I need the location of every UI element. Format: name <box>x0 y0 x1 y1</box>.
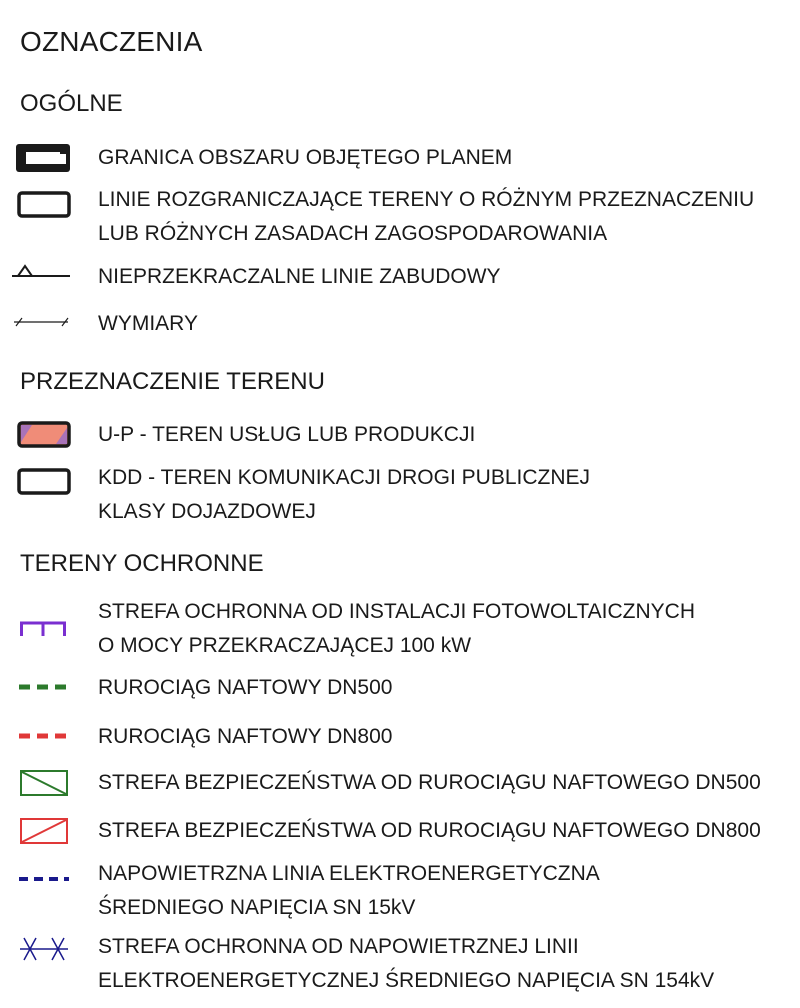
legend-label-pv-1: STREFA OCHRONNA OD INSTALACJI FOTOWOLTAICZNYCH <box>98 600 696 623</box>
legend-label-demarcation-1: LINIE ROZGRANICZAJĄCE TERENY O RÓŻNYM PRZEZNACZENIU <box>98 188 755 211</box>
plan-boundary-icon <box>12 140 74 176</box>
legend-label-power-zone-1: STREFA OCHRONNA OD NAPOWIETRZNEJ LINII <box>98 935 579 958</box>
section-protection: TERENY OCHRONNE <box>20 550 264 577</box>
legend-label-building-line: NIEPRZEKRACZALNE LINIE ZABUDOWY <box>98 265 501 288</box>
legend-label-zone-dn800: STREFA BEZPIECZEŃSTWA OD RUROCIĄGU NAFTOWEGO DN800 <box>98 819 761 842</box>
legend-label-pipe-dn800: RUROCIĄG NAFTOWY DN800 <box>98 725 393 748</box>
legend-label-pipe-dn500: RUROCIĄG NAFTOWY DN500 <box>98 676 393 699</box>
legend-label-pv-2: O MOCY PRZEKRACZAJĄCEJ 100 kW <box>98 634 472 657</box>
pv-zone-icon <box>12 618 74 640</box>
legend-label-plan-boundary: GRANICA OBSZARU OBJĘTEGO PLANEM <box>98 146 513 169</box>
legend-label-dimensions: WYMIARY <box>98 312 198 335</box>
zone-dn800-icon <box>12 815 74 847</box>
section-general: OGÓLNE <box>20 90 123 117</box>
dimension-icon <box>12 312 74 332</box>
legend-label-power-line-2: ŚREDNIEGO NAPIĘCIA SN 15kV <box>98 896 416 919</box>
zone-dn500-icon <box>12 767 74 799</box>
legend-label-up: U-P - TEREN USŁUG LUB PRODUKCJI <box>98 423 476 446</box>
kdd-area-icon <box>12 465 74 499</box>
demarcation-line-icon <box>12 188 74 222</box>
up-area-icon <box>12 418 74 452</box>
legend-label-zone-dn500: STREFA BEZPIECZEŃSTWA OD RUROCIĄGU NAFTOWEGO DN500 <box>98 771 761 794</box>
pipe-dn500-icon <box>12 680 74 694</box>
legend-label-kdd-1: KDD - TEREN KOMUNIKACJI DROGI PUBLICZNEJ <box>98 466 591 489</box>
building-line-icon <box>12 258 74 282</box>
legend-label-power-zone-2: ELEKTROENERGETYCZNEJ ŚREDNIEGO NAPIĘCIA SN 154kV <box>98 969 715 992</box>
legend-title: OZNACZENIA <box>20 26 203 57</box>
legend-label-power-line-1: NAPOWIETRZNA LINIA ELEKTROENERGETYCZNA <box>98 862 600 885</box>
power-line-icon <box>12 872 74 886</box>
pipe-dn800-icon <box>12 729 74 743</box>
power-zone-icon <box>12 932 74 966</box>
legend-label-kdd-2: KLASY DOJAZDOWEJ <box>98 500 316 523</box>
section-land-use: PRZEZNACZENIE TERENU <box>20 368 325 395</box>
legend-label-demarcation-2: LUB RÓŻNYCH ZASADACH ZAGOSPODAROWANIA <box>98 222 608 245</box>
